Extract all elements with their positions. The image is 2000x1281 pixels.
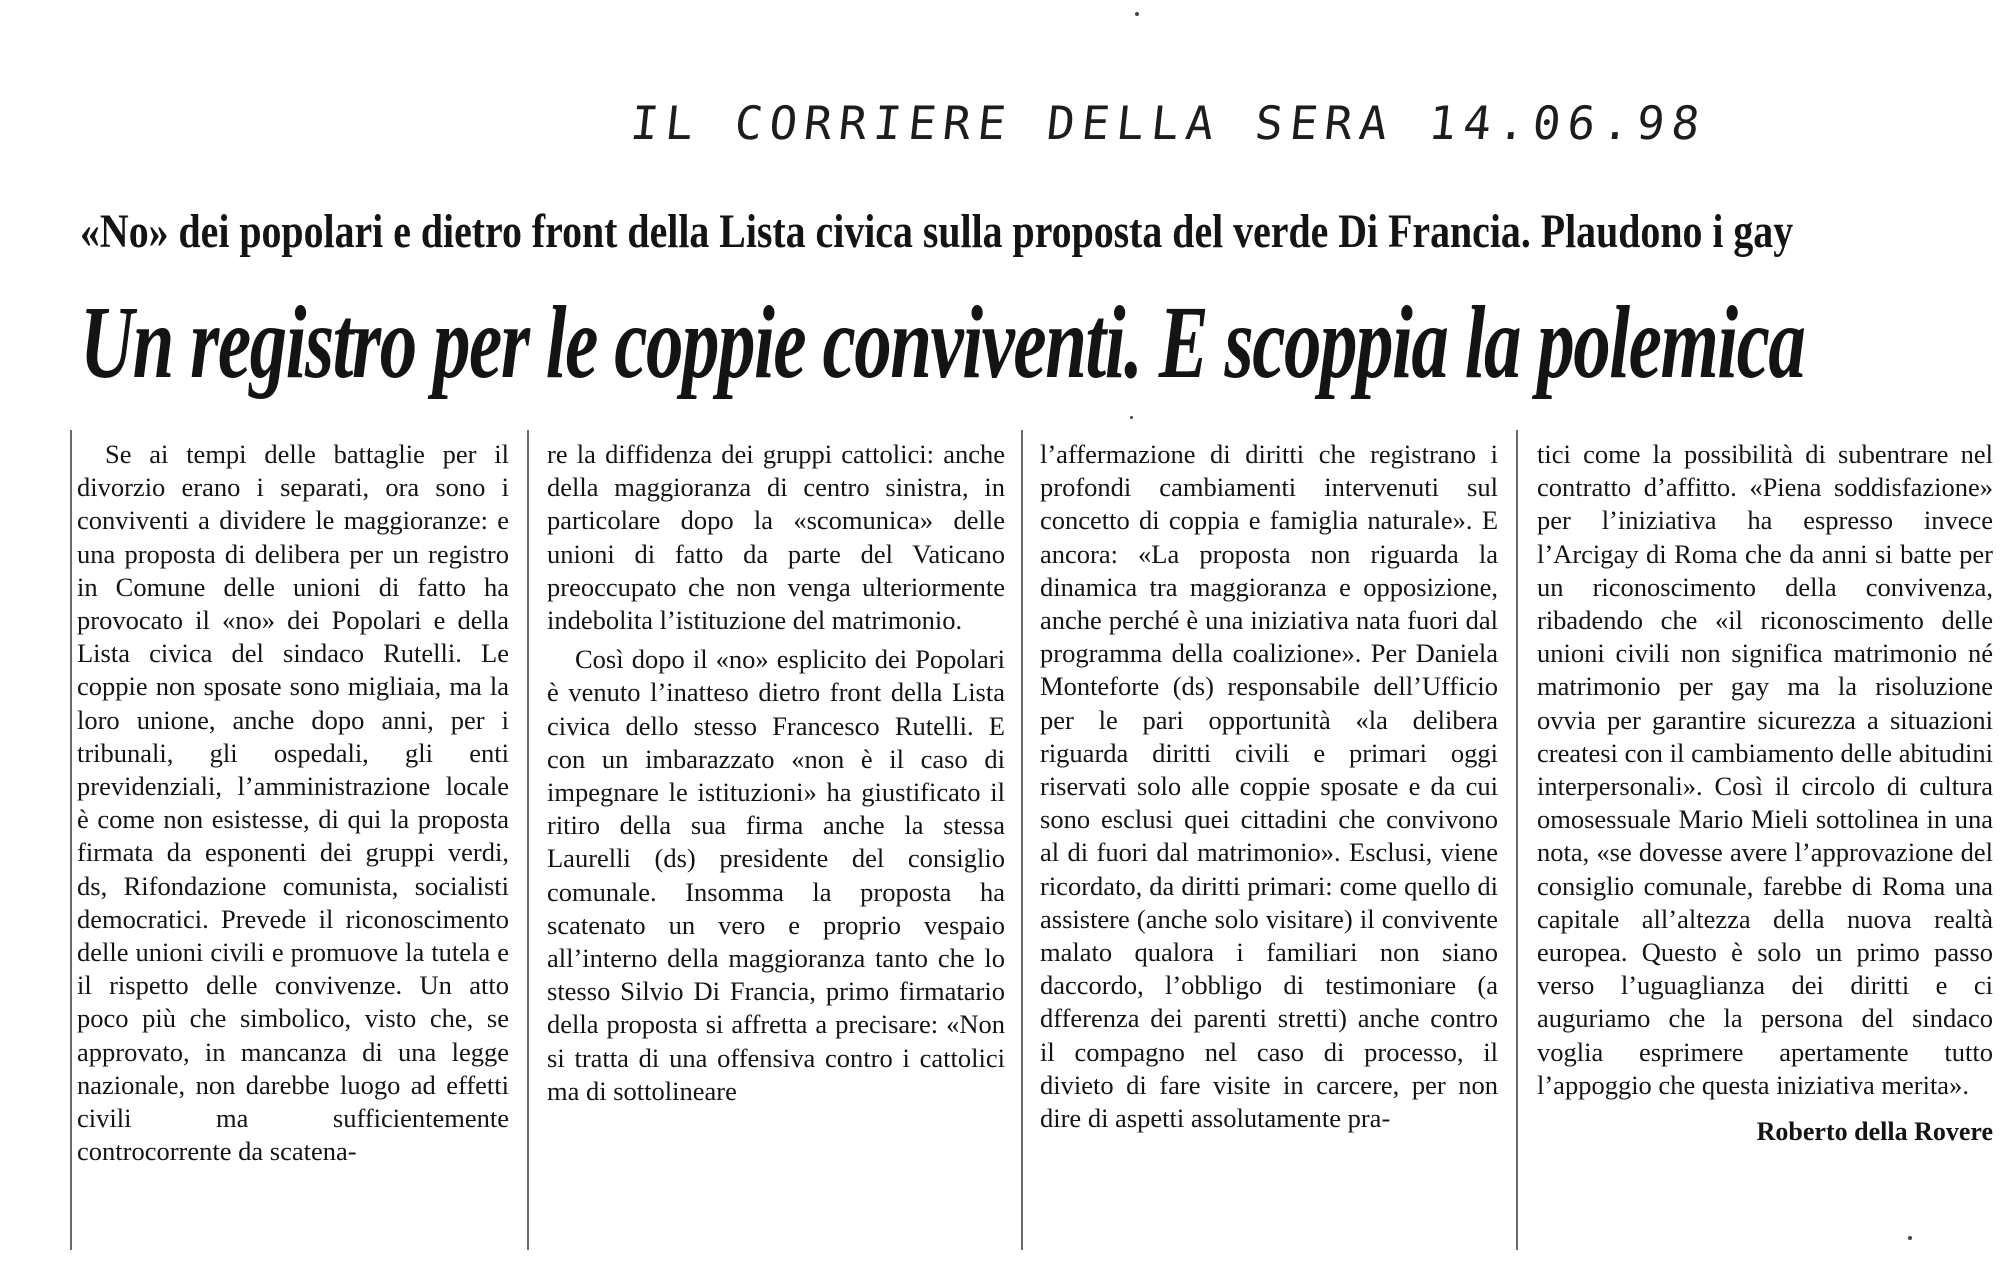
column-rule <box>70 430 72 1250</box>
column-rule <box>527 430 529 1250</box>
article-column-4 <box>1537 438 1993 1146</box>
scan-speck <box>1135 12 1139 16</box>
handwritten-source-note: IL CORRIERE DELLA SERA 14.06.98 <box>628 96 1710 150</box>
article-headline: Un registro per le coppie conviventi. E scoppia la polemica <box>80 285 1805 400</box>
article-paragraph: l’affermazione di diritti che registrano i profondi cambiamenti intervenuti sul concetto di coppia e famiglia naturale». E ancora: «La proposta non riguarda la dinamica tra maggioranza e opposizione, anche perché è una iniziativa nata fuori dal programma della coalizione». Per Daniela Monteforte (ds) responsabile dell’Ufficio per le pari opportunità «la delibera riguarda diritti civili e primari oggi riservati solo alle coppie sposate e da cui sono esclusi quei cittadini che convivono al di fuori dal matrimonio». Esclusi, viene ricordato, da diritti primari: come quello di assistere (anche solo visitare) il convivente malato qualora i familiari non siano daccordo, l’obbligo di testimoniare (a dfferenza dei parenti stretti) anche contro il compagno nel caso di processo, il divieto di fare visite in carcere, per non dire di aspetti assolutamente pra- <box>1040 439 1498 1134</box>
article-paragraph: Così dopo il «no» esplicito dei Popolari è venuto l’inatteso dietro front della Lista civica dello stesso Francesco Rutelli. E con un imbarazzato «non è il caso di impegnare le istituzioni» ha giustificato il ritiro della sua firma anche la stessa Laurelli (ds) presidente del consiglio comunale. Insomma la proposta ha scatenato un vero e proprio vespaio all’interno della maggioranza tanto che lo stesso Silvio Di Francia, primo firmatario della proposta si affretta a precisare: «Non si tratta di una offensiva contro i cattolici ma di sottolineare <box>547 644 1005 1106</box>
article-subheadline: «No» dei popolari e dietro front della Lista civica sulla proposta del verde Di Francia. Plaudono i gay <box>80 205 1794 258</box>
column-rule <box>1516 430 1518 1250</box>
article-column-3 <box>1040 438 1498 1135</box>
article-paragraph: re la diffidenza dei gruppi cattolici: anche della maggioranza di centro sinistra, in particolare dopo la «scomunica» delle unioni di fatto da parte del Vaticano preoccupato che non venga ulteriormente indebolita l’istituzione del matrimonio. <box>547 439 1005 636</box>
article-paragraph: Se ai tempi delle battaglie per il divorzio erano i separati, ora sono i conviventi a dividere le maggioranze: e una proposta di delibera per un registro in Comune delle unioni di fatto ha provocato il «no» dei Popolari e della Lista civica del sindaco Rutelli. Le coppie non sposate sono migliaia, ma la loro unione, anche dopo anni, per i tribunali, gli ospedali, gli enti previdenziali, l’amministrazione locale è come non esistesse, di qui la proposta firmata da esponenti dei gruppi verdi, ds, Rifondazione comunista, socialisti democratici. Prevede il riconoscimento delle unioni civili e promuove la tutela e il rispetto delle convivenze. Un atto poco più che simbolico, visto che, se approvato, in mancanza di una legge nazionale, non darebbe luogo ad effetti civili ma sufficientemente controcorrente da scatena- <box>77 439 509 1167</box>
column-rule <box>1021 430 1023 1250</box>
article-column-1 <box>77 438 509 1168</box>
article-paragraph: tici come la possibilità di subentrare nel contratto d’affitto. «Piena soddisfazione» per l’iniziativa ha espresso invece l’Arcigay di Roma che da anni si batte per un riconoscimento della convivenza, ribadendo che «il riconoscimento delle unioni civili non significa matrimonio né matrimonio per gay ma la risoluzione ovvia per garantire sicurezza a situazioni createsi con il cambiamento delle abitudini interpersonali». Così il circolo di cultura omosessuale Mario Mieli sottolinea in una nota, «se dovesse avere l’approvazione del consiglio comunale, farebbe di Roma una capitale all’altezza della nuova realtà europea. Questo è solo un primo passo verso l’uguaglianza dei diritti e ci auguriamo che la persona del sindaco voglia esprimere apertamente tutto l’appoggio che questa iniziativa merita». <box>1537 439 1993 1100</box>
scan-speck <box>1908 1236 1912 1240</box>
article-column-2 <box>547 438 1005 1108</box>
article-byline: Roberto della Rovere <box>1756 1116 1993 1146</box>
scan-speck <box>1130 416 1133 419</box>
